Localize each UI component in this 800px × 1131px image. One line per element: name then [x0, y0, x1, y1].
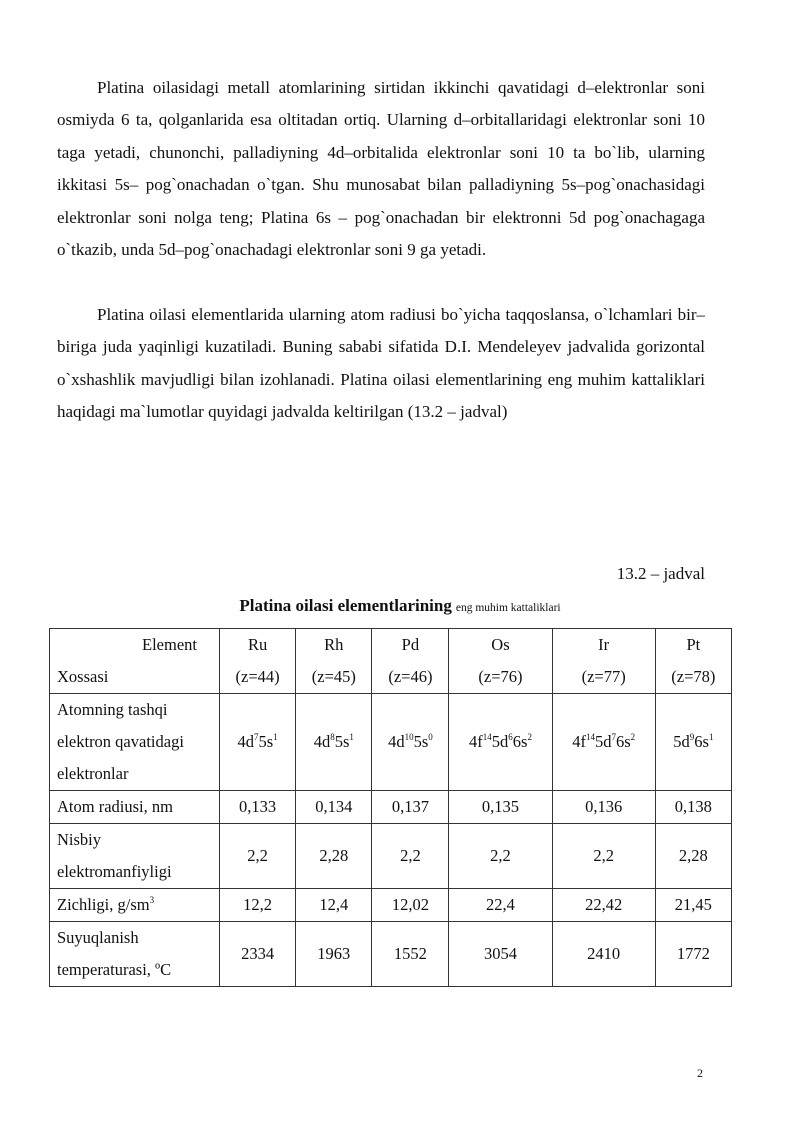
row-label-line: Atomning tashqi	[57, 700, 168, 719]
row-label-line: elektron qavatidagi	[57, 732, 184, 751]
config-electron-count: 7	[611, 731, 616, 742]
table-row-density	[50, 889, 732, 922]
table-row-radius	[50, 791, 732, 824]
row-label	[50, 889, 220, 922]
page-number: 2	[697, 1066, 703, 1080]
value-cell: 12,2	[220, 889, 296, 922]
config-electron-count: 2	[527, 731, 532, 742]
row-label	[50, 824, 220, 889]
config-orbital: 5s	[258, 732, 274, 751]
paragraph-2	[57, 299, 705, 429]
value-cell: 2,2	[552, 824, 655, 889]
value-cell: 1963	[296, 922, 372, 987]
value-cell: 1552	[372, 922, 449, 987]
config-electron-count: 7	[254, 731, 259, 742]
config-orbital: 5d	[594, 732, 612, 751]
value-cell: 2,28	[655, 824, 731, 889]
value-cell: 21,45	[655, 889, 731, 922]
value-cell: 0,134	[296, 791, 372, 824]
header-element-label: Element	[142, 635, 197, 654]
element-z: (z=44)	[235, 667, 280, 686]
config-orbital: 6s	[512, 732, 528, 751]
element-symbol: Pt	[686, 635, 701, 654]
value-cell: 2,28	[296, 824, 372, 889]
config-cell	[552, 694, 655, 791]
table-row-config	[50, 694, 732, 791]
row-label-line: Suyuqlanish	[57, 928, 139, 947]
config-electron-count: 1	[708, 731, 714, 742]
table-title-bold: Platina oilasi elementlarining	[239, 596, 452, 615]
header-element-cell	[296, 629, 372, 694]
value-cell: 0,135	[449, 791, 552, 824]
element-z: (z=76)	[478, 667, 523, 686]
element-z: (z=78)	[671, 667, 716, 686]
config-orbital: 4d	[237, 732, 255, 751]
element-symbol: Ru	[247, 635, 268, 654]
header-corner-cell	[50, 629, 220, 694]
table-title	[0, 593, 800, 621]
header-element-cell	[449, 629, 552, 694]
table-row-electronegativity	[50, 824, 732, 889]
value-cell: 2,2	[449, 824, 552, 889]
value-cell: 0,133	[220, 791, 296, 824]
config-orbital: 4f	[572, 732, 586, 751]
row-label	[50, 694, 220, 791]
paragraph-2-text: Platina oilasi elementlarida ularning atom radiusi bo`yicha taqqoslansa, o`lchamlari bir–biriga juda yaqinligi kuzatiladi. Buning sababi sifatida D.I. Mendeleyev jadvalida gorizontal o`xshashlik mavjudligi bilan izohlanadi. Platina oilasi elementlarining eng muhim kattaliklari haqidagi ma`lumotlar quyidagi jadvalda keltirilgan (13.2 – jadval)	[57, 305, 705, 422]
value-cell: 3054	[449, 922, 552, 987]
table-title-small: eng muhim kattaliklari	[455, 602, 561, 614]
config-electron-count: 9	[689, 731, 695, 742]
config-cell	[220, 694, 296, 791]
config-electron-count: 14	[585, 731, 595, 742]
header-element-cell	[552, 629, 655, 694]
paragraph-1-text: Platina oilasidagi metall atomlarining sirtidan ikkinchi qavatidagi d–elektronlar soni osmiyda 6 ta, qolganlarida esa oltitadan ortiq. Ularning d–orbitallaridagi elektronlar soni 10 taga yetadi, chunonchi, palladiyning 4d–orbitalida elektronlar soni 10 ta bo`lib, ularning ikkitasi 5s– pog`onachadan o`tgan. Shu munosabat bilan palladiyning 5s–pog`onachasidagi elektronlar soni nolga teng; Platina 6s – pog`onachadan bir elektronni 5d pog`onachagaga o`tkazib, unda 5d–pog`onachadagi elektronlar soni 9 ga yetadi.	[57, 78, 705, 260]
element-symbol: Pd	[401, 635, 420, 654]
config-cell	[372, 694, 449, 791]
value-cell: 12,4	[296, 889, 372, 922]
table-caption: 13.2 – jadval	[616, 564, 705, 583]
value-cell: 12,02	[372, 889, 449, 922]
config-electron-count: 1	[349, 731, 354, 742]
row-label-line: elektronlar	[57, 764, 129, 783]
value-cell: 22,42	[552, 889, 655, 922]
row-label	[50, 922, 220, 987]
config-orbital: 6s	[694, 732, 709, 751]
config-orbital: 5d	[673, 732, 690, 751]
element-symbol: Rh	[324, 635, 344, 654]
row-label-line: elektromanfiyligi	[57, 862, 172, 881]
header-property-label: Xossasi	[57, 667, 109, 686]
config-electron-count: 14	[482, 731, 492, 742]
config-orbital: 4f	[469, 732, 483, 751]
row-label-line: temperaturasi, ºC	[57, 960, 172, 979]
config-electron-count: 6	[508, 731, 513, 742]
element-z: (z=45)	[311, 667, 356, 686]
value-cell: 0,137	[372, 791, 449, 824]
header-element-cell	[655, 629, 731, 694]
config-cell	[655, 694, 731, 791]
value-cell: 2334	[220, 922, 296, 987]
config-cell	[296, 694, 372, 791]
config-orbital: 5d	[491, 732, 509, 751]
config-electron-count: 2	[630, 731, 636, 742]
config-orbital: 4d	[313, 732, 331, 751]
element-symbol: Ir	[598, 635, 610, 654]
row-label-text: Zichligi, g/sm	[57, 895, 150, 914]
properties-table	[49, 628, 732, 987]
row-label-line: Nisbiy	[57, 830, 102, 849]
config-electron-count: 8	[330, 731, 335, 742]
value-cell: 2410	[552, 922, 655, 987]
element-z: (z=46)	[388, 667, 433, 686]
config-orbital: 5s	[334, 732, 350, 751]
config-orbital: 4d	[388, 732, 405, 751]
paragraph-1	[57, 72, 705, 266]
row-label: Atom radiusi, nm	[50, 791, 220, 824]
value-cell: 0,138	[655, 791, 731, 824]
header-element-cell	[372, 629, 449, 694]
value-cell: 0,136	[552, 791, 655, 824]
config-electron-count: 10	[404, 731, 414, 742]
config-electron-count: 1	[273, 731, 278, 742]
table-row-melting	[50, 922, 732, 987]
config-orbital: 5s	[413, 732, 429, 751]
config-orbital: 6s	[615, 732, 631, 751]
table-header-row	[50, 629, 732, 694]
element-z: (z=77)	[581, 667, 626, 686]
value-cell: 2,2	[372, 824, 449, 889]
config-electron-count: 0	[428, 731, 433, 742]
value-cell: 2,2	[220, 824, 296, 889]
value-cell: 1772	[655, 922, 731, 987]
element-symbol: Os	[491, 635, 510, 654]
row-label-sup: 3	[149, 894, 155, 905]
value-cell: 22,4	[449, 889, 552, 922]
config-cell	[449, 694, 552, 791]
header-element-cell	[220, 629, 296, 694]
